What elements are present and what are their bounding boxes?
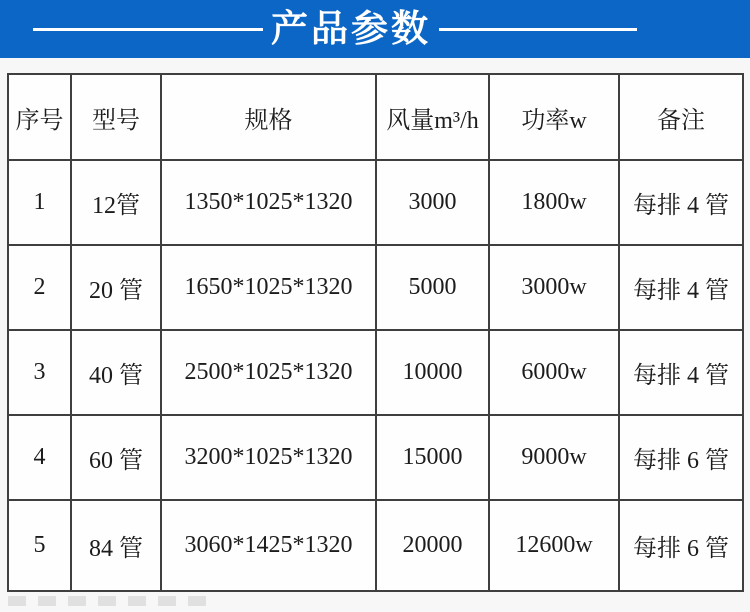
cell-air-volume: 20000 xyxy=(376,500,489,591)
cell-model: 40 管 xyxy=(71,330,161,415)
banner-divider-left xyxy=(33,28,263,31)
table-row xyxy=(8,415,743,500)
cell-air-volume: 5000 xyxy=(376,245,489,330)
cell-model: 60 管 xyxy=(71,415,161,500)
table-row xyxy=(8,500,743,591)
cell-index: 5 xyxy=(8,500,71,591)
cell-index: 3 xyxy=(8,330,71,415)
column-header-model: 型号 xyxy=(71,74,161,160)
cell-spec: 3200*1025*1320 xyxy=(161,415,376,500)
cell-air-volume: 10000 xyxy=(376,330,489,415)
cell-model: 12管 xyxy=(71,160,161,245)
cell-spec: 1650*1025*1320 xyxy=(161,245,376,330)
column-header-air-volume: 风量m³/h xyxy=(376,74,489,160)
cell-spec: 3060*1425*1320 xyxy=(161,500,376,591)
cell-model: 20 管 xyxy=(71,245,161,330)
table-row xyxy=(8,245,743,330)
cell-index: 1 xyxy=(8,160,71,245)
cell-note: 每排 6 管 xyxy=(619,415,743,500)
cell-power: 6000w xyxy=(489,330,619,415)
cutoff-watermark-artifact xyxy=(8,596,213,606)
cell-power: 1800w xyxy=(489,160,619,245)
section-banner xyxy=(0,0,750,58)
cell-power: 3000w xyxy=(489,245,619,330)
cell-index: 4 xyxy=(8,415,71,500)
cell-air-volume: 15000 xyxy=(376,415,489,500)
column-header-index: 序号 xyxy=(8,74,71,160)
cell-spec: 1350*1025*1320 xyxy=(161,160,376,245)
table-header-row xyxy=(8,74,743,160)
cell-power: 12600w xyxy=(489,500,619,591)
banner-divider-right xyxy=(439,28,637,31)
cell-index: 2 xyxy=(8,245,71,330)
cell-note: 每排 4 管 xyxy=(619,160,743,245)
cell-note: 每排 4 管 xyxy=(619,330,743,415)
column-header-power: 功率w xyxy=(489,74,619,160)
cell-power: 9000w xyxy=(489,415,619,500)
product-parameters-section xyxy=(0,58,750,606)
cell-model: 84 管 xyxy=(71,500,161,591)
column-header-note: 备注 xyxy=(619,74,743,160)
cell-note: 每排 6 管 xyxy=(619,500,743,591)
table-row xyxy=(8,160,743,245)
column-header-spec: 规格 xyxy=(161,74,376,160)
cell-air-volume: 3000 xyxy=(376,160,489,245)
section-title: 产品参数 xyxy=(271,8,431,49)
product-parameters-table xyxy=(7,73,744,592)
table-row xyxy=(8,330,743,415)
cell-note: 每排 4 管 xyxy=(619,245,743,330)
cell-spec: 2500*1025*1320 xyxy=(161,330,376,415)
